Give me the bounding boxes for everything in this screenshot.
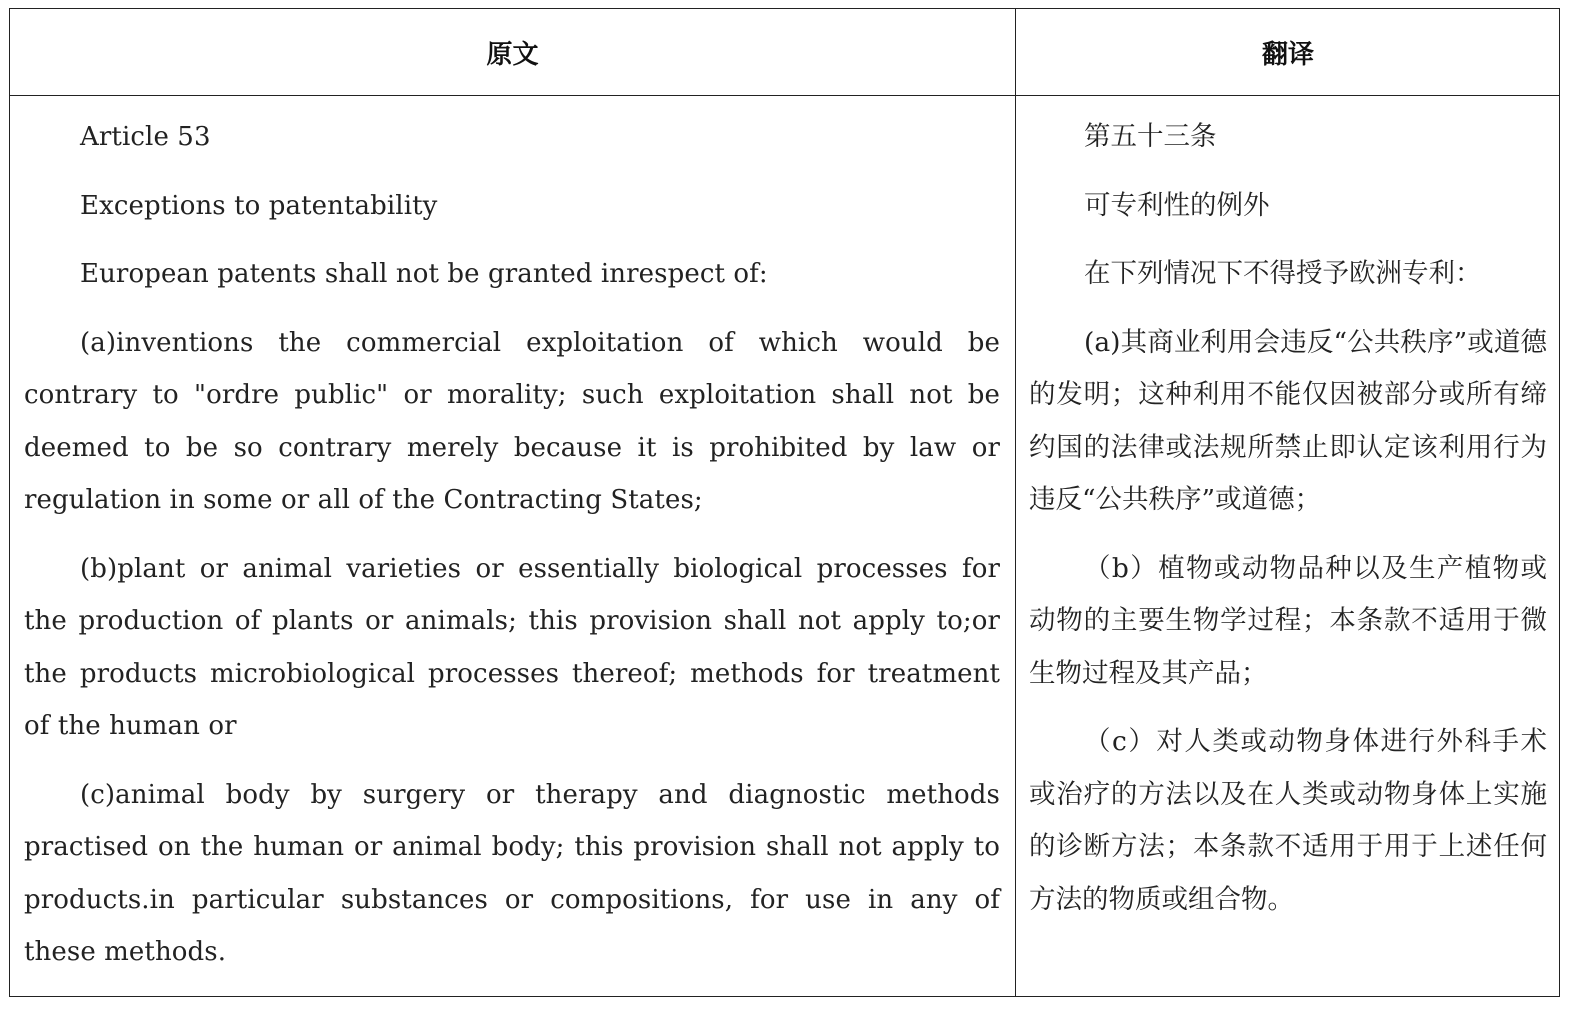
original-article-number: Article 53 bbox=[80, 122, 211, 152]
translation-column bbox=[1029, 111, 1547, 926]
header-original: 原文 bbox=[486, 39, 539, 70]
header-translation: 翻译 bbox=[1261, 39, 1314, 70]
translation-intro: 在下列情况下不得授予欧洲专利： bbox=[1084, 258, 1482, 289]
original-item-a: (a)inventions the commercial exploitation of which would be contrary to "ordre public" or morality; such exploitation shall not be deemed to be so contrary merely because it is prohibited by law or regulation in some or all of the Contracting States; bbox=[24, 327, 1000, 515]
original-item-c: (c)animal body by surgery or therapy and diagnostic methods practised on the human or animal body; this provision shall not apply to products.in particular substances or compositions, for use in any of these methods. bbox=[24, 779, 1000, 967]
original-intro: European patents shall not be granted inrespect of: bbox=[80, 259, 768, 289]
original-article-title: Exceptions to patentability bbox=[80, 190, 438, 221]
translation-item-c: （c）对人类或动物身体进行外科手术或治疗的方法以及在人类或动物身体上实施的诊断方法；本条款不适用于用于上述任何方法的物质或组合物。 bbox=[1029, 726, 1547, 915]
bilingual-table bbox=[9, 8, 1560, 997]
translation-item-a: (a)其商业利用会违反“公共秩序”或道德的发明；这种利用不能仅因被部分或所有缔约国的法律或法规所禁止即认定该利用行为违反“公共秩序”或道德； bbox=[1029, 326, 1547, 515]
column-divider bbox=[1015, 9, 1016, 996]
table-header-row bbox=[10, 9, 1559, 96]
original-column bbox=[24, 111, 1000, 979]
translation-item-b: （b）植物或动物品种以及生产植物或动物的主要生物学过程；本条款不适用于微生物过程及其产品； bbox=[1029, 552, 1547, 689]
original-item-b: (b)plant or animal varieties or essentially biological processes for the production of plants or animals; this provision shall not apply to;or the products microbiological processes thereof; methods for treatment of the human or bbox=[24, 553, 1000, 741]
translation-article-title: 可专利性的例外 bbox=[1084, 189, 1270, 221]
translation-article-number: 第五十三条 bbox=[1084, 121, 1217, 152]
